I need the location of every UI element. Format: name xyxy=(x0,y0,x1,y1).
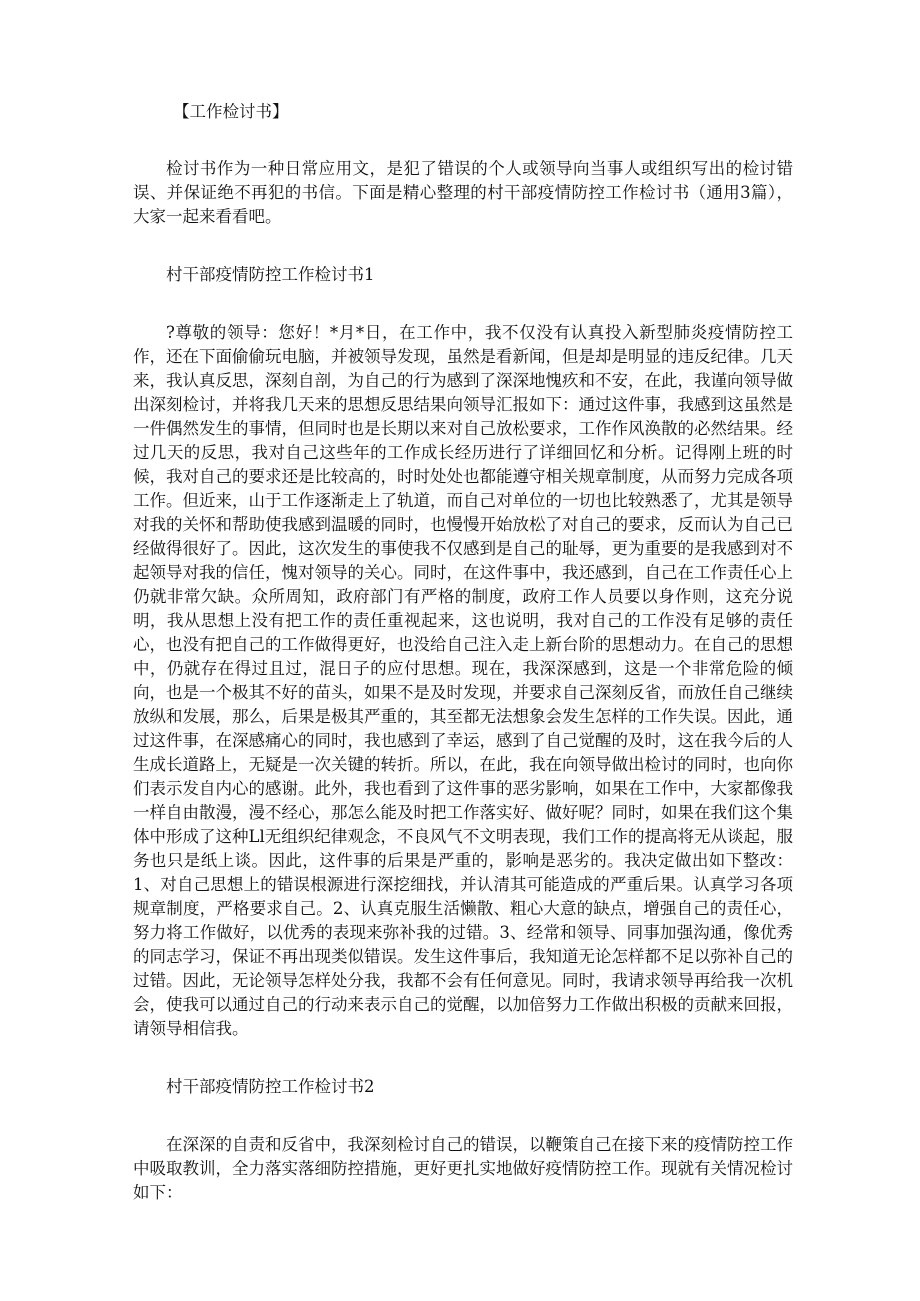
document-title: 【工作检讨书】 xyxy=(173,102,289,121)
section-1-body: ?尊敬的领导：您好！*月*日，在工作中，我不仅没有认真投入新型肺炎疫情防控工作，还在下面偷偷玩电脑，并被领导发现，虽然是看新闻，但是却是明显的违反纪律。几天来，我认真反思，深刻自剖，为自己的行为感到了深深地愧疚和不安，在此，我谨向领导做出深刻检讨，并将我几天来的思想反思结果向领导汇报如下：通过这件事，我感到这虽然是一件偶然发生的事情，但同时也是长期以来对自己放松要求，工作作风涣散的必然结果。经过几天的反思，我对自己这些年的工作成长经历进行了详细回忆和分析。记得刚上班的时候，我对自己的要求还是比较高的，时时处处也都能遵守相关规章制度，从而努力完成各项工作。但近来，山于工作逐渐走上了轨道，而自己对单位的一切也比较熟悉了，尤其是领导对我的关怀和帮助使我感到温暖的同时，也慢慢开始放松了对自己的要求，反而认为自己已经做得很好了。因此，这次发生的事使我不仅感到是自己的耻辱，更为重要的是我感到对不起领导对我的信任，愧对领导的关心。同时，在这件事中，我还感到，自己在工作责任心上仍就非常欠缺。众所周知，政府部门有严格的制度，政府工作人员要以身作则，这充分说明，我从思想上没有把工作的责任重视起来，这也说明，我对自己的工作没有足够的责任心，也没有把自己的工作做得更好，也没给自己注入走上新台阶的思想动力。在自己的思想中，仍就存在得过且过，混日子的应付思想。现在，我深深感到，这是一个非常危险的倾向，也是一个极其不好的苗头，如果不是及时发现，并要求自己深刻反省，而放任自己继续放纵和发展，那么，后果是极其严重的，其至都无法想象会发生怎样的工作失误。因此，通过这件事，在深感痛心的同时，我也感到了幸运，感到了自己觉醒的及时，这在我今后的人生成长道路上，无疑是一次关键的转折。所以，在此，我在向领导做出检讨的同时，也向你们表示发自内心的感谢。此外，我也看到了这件事的恶劣影响，如果在工作中，大家都像我一样自由散漫，漫不经心，那怎么能及时把工作落实好、做好呢？同时，如果在我们这个集体中形成了这种Ll无组织纪律观念，不良风气不文明表现，我们工作的提高将无从谈起，服务也只是纸上谈。因此，这件事的后果是严重的，影响是恶劣的。我决定做出如下整改：1、对自己思想上的错误根源进行深挖细找，并认清其可能造成的严重后果。认真学习各项规章制度，严格要求自己。2、认真克服生活懒散、粗心大意的缺点，增强自己的责任心，努力将工作做好，以优秀的表现来弥补我的过错。3、经常和领导、同事加强沟通，像优秀的同志学习，保证不再出现类似错误。发生这件事后，我知道无论怎样都不足以弥补自己的过错。因此，无论领导怎样处分我，我都不会有任何意见。同时，我请求领导再给我一次机会，使我可以通过自己的行动来表示自己的觉醒，以加倍努力工作做出积极的贡献来回报，请领导相信我。 xyxy=(133,323,793,1038)
intro-paragraph: 检讨书作为一种日常应用文，是犯了错误的个人或领导向当事人或组织写出的检讨错误、并保证绝不再犯的书信。下面是精心整理的村干部疫情防控工作检讨书（通用3篇），大家一起来看看吧。 xyxy=(133,159,793,226)
document-page xyxy=(133,100,793,1205)
section-2-body: 在深深的自责和反省中，我深刻检讨自己的错误，以鞭策自己在接下来的疫情防控工作中吸取教训，全力落实落细防控措施，更好更扎实地做好疫情防控工作。现就有关情况检讨如下： xyxy=(133,1135,793,1202)
section-1-heading: 村干部疫情防控工作检讨书1 xyxy=(166,265,375,284)
section-2-heading: 村干部疫情防控工作检讨书2 xyxy=(166,1077,375,1096)
